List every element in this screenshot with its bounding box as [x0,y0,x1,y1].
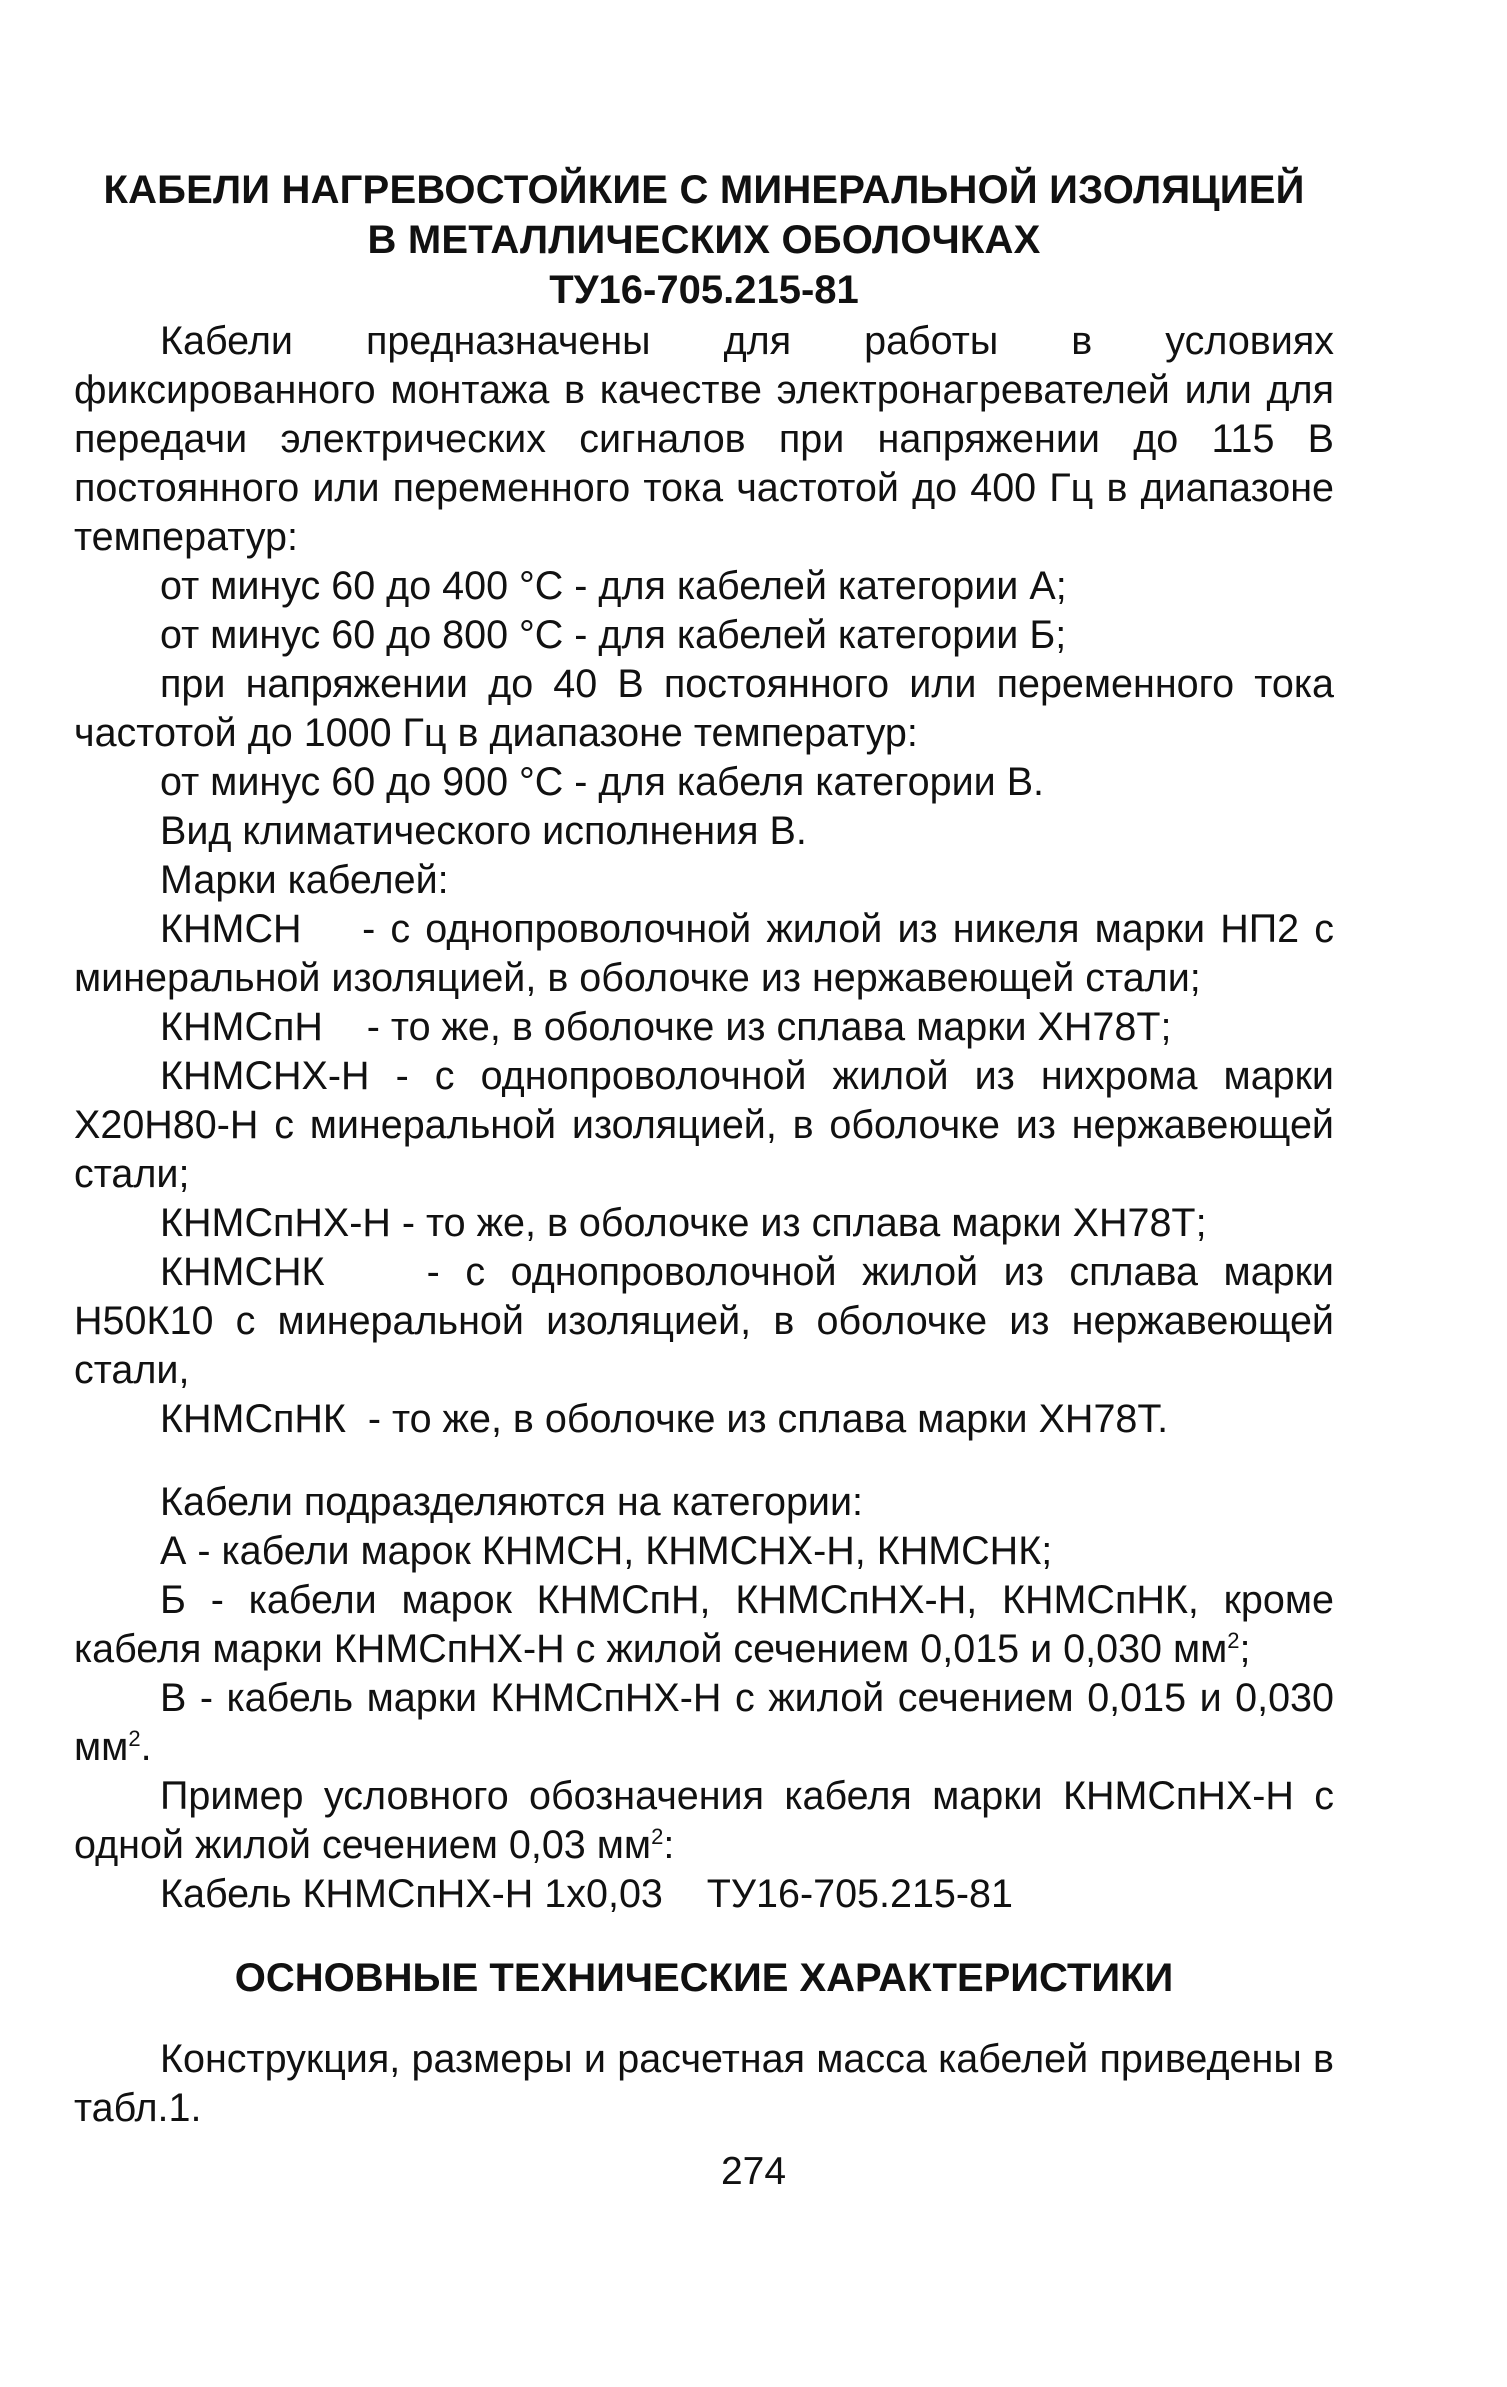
mark-code: КНМСпН [160,1005,323,1049]
mark-description: - с однопроволочной жилой из сплава марки Н50К10 с минеральной изоляцией, в оболочке из нержавеющей стали, [74,1250,1345,1392]
designation-example: Кабель КНМСпНХ-Н 1х0,03 ТУ16-705.215-81 [160,1872,1013,1916]
mark-code: КНМСН [160,907,302,951]
document-title-line1: КАБЕЛИ НАГРЕВОСТОЙКИЕ С МИНЕРАЛЬНОЙ ИЗОЛЯЦИЕЙ [103,168,1305,212]
example-paragraph [74,1772,1334,1870]
category-v-text: В - кабель марки КНМСпНХ-Н с жилой сечением 0,015 и 0,030 мм [74,1676,1334,1769]
mark-description: - с однопроволочной жилой из никеля марки НП2 с минеральной изоляцией, в оболочке из нержавеющей стали; [74,907,1345,1000]
temperature-range-b: от минус 60 до 800 °С - для кабелей категории Б; [160,613,1067,657]
example-text: Пример условного обозначения кабеля марки КНМСпНХ-Н с одной жилой сечением 0,03 мм [74,1774,1334,1867]
mark-code: КНМСпНК [160,1397,346,1441]
document-title-line2: В МЕТАЛЛИЧЕСКИХ ОБОЛОЧКАХ [367,218,1041,262]
categories-title: Кабели подразделяются на категории: [160,1480,864,1524]
mark-item [74,1003,1334,1052]
punctuation: . [140,1725,152,1769]
mark-description: - то же, в оболочке из сплава марки ХН78Т; [390,1201,1207,1245]
category-b [74,1576,1334,1674]
mark-code: КНМСНК [160,1250,325,1294]
superscript: 2 [651,1823,664,1849]
document-page [74,165,1345,2133]
punctuation: : [663,1823,675,1867]
superscript: 2 [1227,1627,1240,1653]
section-text: Конструкция, размеры и расчетная масса кабелей приведены в табл.1. [74,2037,1334,2130]
category-v [74,1674,1334,1772]
spacer [74,1444,1334,1478]
standard-number: ТУ16-705.215-81 [549,268,859,312]
temperature-range-a: от минус 60 до 400 °С - для кабелей категории А; [160,564,1067,608]
climate-text: Вид климатического исполнения В. [160,809,807,853]
category-a: А - кабели марок КНМСН, КНМСНХ-Н, КНМСНК; [160,1529,1053,1573]
mark-description: - с однопроволочной жилой из нихрома марки Х20Н80-Н с минеральной изоляцией, в оболочке из нержавеющей стали; [74,1054,1345,1196]
mark-item [74,1052,1345,1199]
intro-paragraph: Кабели предназначены для работы в условиях фиксированного монтажа в качестве электронагревателей или для передачи электрических сигналов при напряжении до 115 В постоянного или переменного тока частотой до 400 Гц в диапазоне температур: [74,319,1334,559]
voltage-paragraph: при напряжении до 40 В постоянного или переменного тока частотой до 1000 Гц в диапазоне температур: [74,662,1334,755]
marks-title: Марки кабелей: [160,858,449,902]
punctuation: ; [1239,1627,1251,1671]
page-number: 274 [720,2150,787,2193]
section-title: ОСНОВНЫЕ ТЕХНИЧЕСКИЕ ХАРАКТЕРИСТИКИ [234,1956,1174,2000]
mark-code: КНМСНХ-Н [160,1054,370,1098]
mark-code: КНМСпНХ-Н [160,1201,391,1245]
mark-item [74,905,1345,1003]
mark-description: - то же, в оболочке из сплава марки ХН78Т; [322,1005,1172,1049]
mark-item [74,1395,1334,1444]
mark-item [74,1199,1334,1248]
mark-item [74,1248,1345,1395]
superscript: 2 [128,1725,141,1751]
temperature-range-v: от минус 60 до 900 °С - для кабеля категории В. [160,760,1045,804]
mark-description: - то же, в оболочке из сплава марки ХН78Т. [345,1397,1169,1441]
category-b-text: Б - кабели марок КНМСпН, КНМСпНХ-Н, КНМСпНК, кроме кабеля марки КНМСпНХ-Н с жилой сечением 0,015 и 0,030 мм [74,1578,1334,1671]
